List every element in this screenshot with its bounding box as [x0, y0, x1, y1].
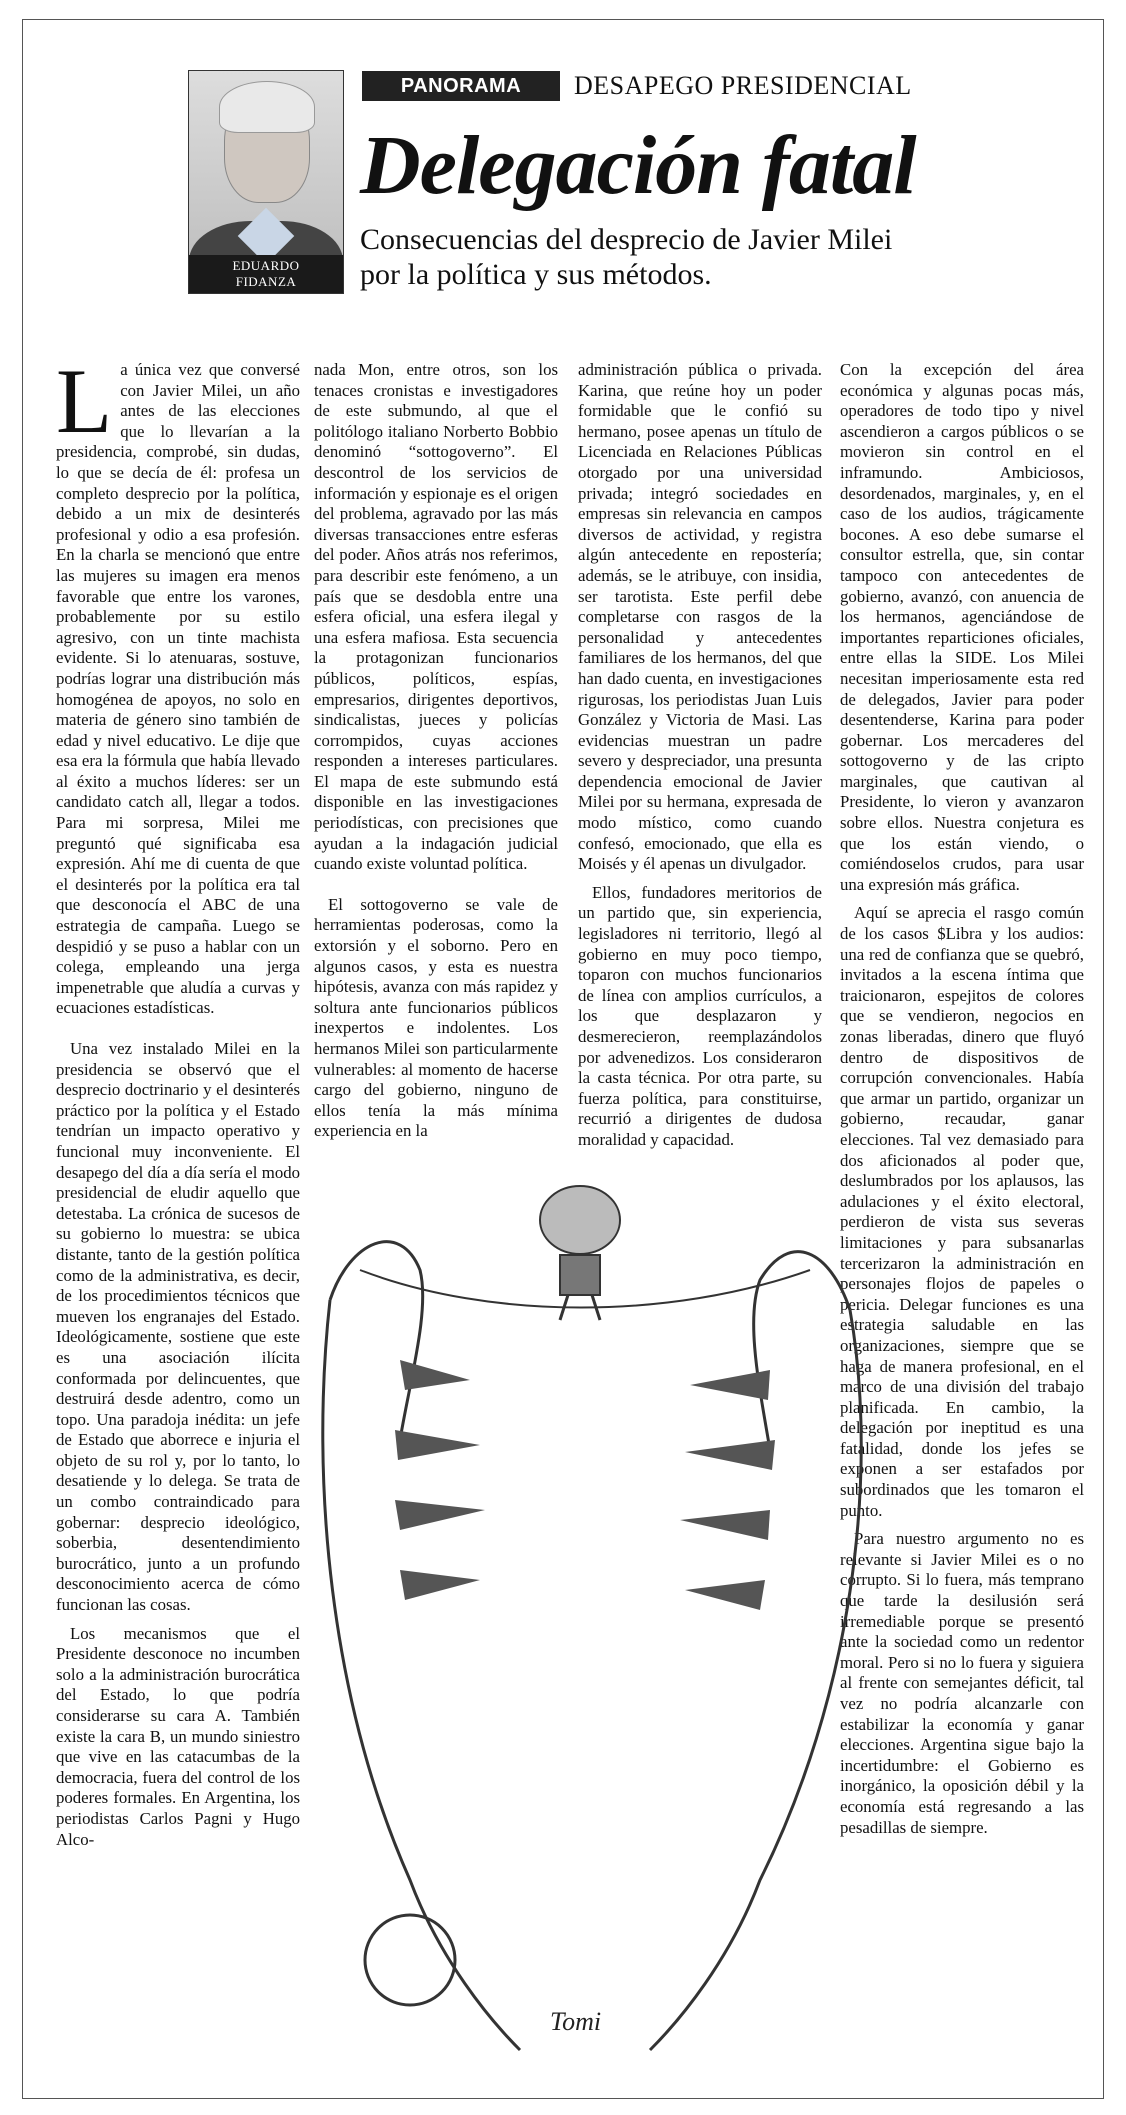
paragraph: Ellos, fundadores meritorios de un partido que, sin experiencia, legisladores ni territorio, llegó al gobierno en muy poco tiempo, toparon con muchos funcionarios de línea con amplios currículos, a los que desplazaron y desmerecieron, reemplazándolos por advenedizos. Los consideraron la casta técnica. Por otra parte, su fuerza política, para constituirse, recurrió a dirigentes de dudosa moralidad y capacidad.	[578, 882, 822, 1149]
illustration-jaw-right	[650, 1310, 861, 2050]
headline: Delegación fatal	[360, 119, 916, 212]
article-column-1	[56, 350, 300, 1850]
illustration-teeth	[395, 1360, 775, 1610]
paragraph: Con la excepción del área económica y algunas pocas más, operadores de todo tipo y nivel ascendieron a cargos públicos o se movieron sin control en el inframundo. Ambiciosos, desordenados, marginales, y, en el caso de los audios, trágicamente bocones. A eso debe sumarse el consultor estrella, que, sin contar tampoco con antecedentes de gobierno, avanzó, con anuencia de los hermanos, agenciándose de importantes reparticiones oficiales, entre ellas la SIDE. Los Milei necesitan imperiosamente esta red de delegados, Javier para poder desentenderse, Karina para poder gobernar. Los mercaderes del sottogoverno y de las cripto marginales, que cautivan al Presidente, lo vieron y avanzaron sobre ellos. Nuestra conjetura es que los están viendo, o comiéndoselos crudos, para usar una expresión más gráfica.	[840, 360, 1084, 894]
illustration-snout-right	[754, 1252, 850, 1450]
paragraph: Los mecanismos que el Presidente desconoce no incumben solo a la administración burocrática del Estado, lo que podría considerarse su cara A. También existe la cara B, un mundo siniestro que vive en las catacumbas de la democracia, fuera del control de los poderes formales. En Argentina, los periodistas Carlos Pagni y Hugo Alco-	[56, 1623, 300, 1849]
drop-cap: L	[56, 350, 113, 452]
illustration-figure	[540, 1186, 620, 1320]
author-first-name: EDUARDO	[232, 258, 300, 273]
illustration-snout-left	[330, 1242, 423, 1440]
paragraph: nada Mon, entre otros, son los tenaces cronistas e investigadores de este submundo, al que el politólogo italiano Norberto Bobbio denominó “sottogoverno”. El descontrol de los servicios de información y espionaje es el origen del problema, agravado por las más diversas transacciones entre esferas del poder. Años atrás nos referimos, para describir este fenómeno, a un país que se desdobla entre una esfera oficial, una esfera ilegal y una esfera mafiosa. Esta secuencia la protagonizan funcionarios públicos, políticos, espías, empresarios, dirigentes deportivos, sindicalistas, jueces y policías corrompidos, cuyas acciones responden a intereses particulares. El mapa de este submundo está disponible en las investigaciones periodísticas, con precisiones que ayudan a la indagación judicial cuando existe voluntad política.	[314, 360, 558, 874]
paragraph-text: a única vez que conversé con Javier Milei, un año antes de las elecciones que lo llevarían a la presidencia, comprobé, sin dudas, lo que se decía de él: profesa un completo desprecio por la política, debido a un mix de desinterés profesional y odio a esa profesión. En la charla se mencionó que entre las mujeres su imagen era menos favorable que entre los varones, probablemente por su estilo agresivo, con un tinte machista evidente. Si lo atenuaras, sostuve, podrías lograr una distribución más homogénea de apoyos, no solo en materia de género sino también de edad y nivel educativo. Le dije que esa era la fórmula que había llevado al éxito a muchos líderes: ser un candidato catch all, llegar a todos. Para mi sorpresa, Milei me preguntó qué significaba esa expresión. Ahí me di cuenta de que el desinterés por la política era tal que desconocía el ABC de una estrategia de campaña. Luego se despidió y se puso a hablar con un colega, empleando una jerga impenetrable que aludía a curvas y ecuaciones estadísticas.	[56, 360, 300, 1018]
deck: Consecuencias del desprecio de Javier Milei por la política y sus métodos.	[360, 223, 893, 291]
article-column-2	[314, 360, 558, 1142]
author-caption	[189, 255, 343, 293]
paragraph: administración pública o privada. Karina, que reúne hoy un poder formidable que le confió su hermano, posee apenas un título de Licenciada en Relaciones Públicas otorgado por una universidad privada; integró sociedades en empresas sin relevancia en campos diversos de actividad, y registra algún antecedente en repostería; además, se le atribuye, con insidia, ser tarotista. Este perfil debe completarse con rasgos de la personalidad y antecedentes familiares de los hermanos, del que han dado cuenta, en investigaciones rigurosas, los periodistas Juan Luis González y Victoria de Masi. Las evidencias muestran un padre severo y despreciador, una presunta dependencia emocional de Javier Milei por su hermana, expresada de modo místico, como cuando confesó, emocionado, que ella es Moisés y él apenas un divulgador.	[578, 360, 822, 874]
paragraph: Una vez instalado Milei en la presidencia se observó que el desprecio doctrinario y el desinterés práctico por la política y el Estado tendrían un impacto operativo y funcional muy inconveniente. El desapego del día a día sería el modo presidencial de eludir aquello que detestaba. La crónica de sucesos de su gobierno lo muestra: se ubica distante, tanto de la gestión política como de la administrativa, es decir, de los procedimientos técnicos que mueven los engranajes del Estado. Ideológicamente, sostiene que este es una asociación ilícita conformada por delincuentes, que destruirá desde adentro, como un topo. Una paradoja inédita: un jefe de Estado que aborrece e injuria el objeto de su rol y, por lo tanto, lo desatiende y lo delega. Se trata de un combo contraindicado para gobernar: desprecio ideológico, soberbia, desentendimiento burocrático, junto a un profundo desconocimiento acerca de cómo funcionan las cosas.	[56, 1039, 300, 1615]
paragraph: El sottogoverno se vale de herramientas poderosas, como la extorsión y el soborno. Pero en algunos casos, y esta es nuestra hipótesis, avanza con más rapidez y soltura ante funcionarios públicos inexpertos e indolentes. Los hermanos Milei son particularmente vulnerables: al momento de hacerse cargo del gobierno, ninguno de ellos tenía la más mínima experiencia en la	[314, 894, 558, 1141]
illustration-signature: Tomi	[550, 2007, 602, 2036]
author-photo	[188, 70, 344, 294]
kicker: DESAPEGO PRESIDENCIAL	[574, 71, 912, 100]
paragraph	[56, 350, 300, 1019]
paragraph: Para nuestro argumento no es relevante si Javier Milei es o no corrupto. Si lo fuera, más temprano que tarde la desilusión será irremediable porque se presentó ante la sociedad como un redentor moral. Pero si no lo fuera y siguiera al frente con semejantes déficit, tal vez no podría alcanzarle con estabilizar la economía y ganar elecciones. Argentina sigue bajo la incertidumbre: el Gobierno es inorgánico, la oposición débil y la economía está regresando a las pesadillas de siempre.	[840, 1529, 1084, 1837]
illustration-jaw-left	[323, 1300, 520, 2050]
caricature-illustration	[290, 1180, 880, 2060]
paragraph: Aquí se aprecia el rasgo común de los casos $Libra y los audios: una red de confianza que se quebró, invitados a la escena íntima que traicionaron, espejitos de colores que se vendieron, negocios en zonas liberadas, dinero que fluyó dentro de dispositivos de corrupción convencionales. Había que armar un partido, organizar un gobierno, recaudar, ganar elecciones. Tal vez demasiado para dos aficionados al poder que, deslumbrados por los aplausos, las adulaciones y el éxito electoral, perdieron de vista sus severas limitaciones y para subsanarlas tercerizaron la administración en personajes flojos de papeles o pericia. Delegar funciones es una estrategia saludable en las organizaciones, siempre que se haga de manera profesional, en el marco de una división del trabajo planificada. En cambio, la delegación por ineptitud es una fatalidad, donde los jefes se exponen a ser estafados por subordinados que les tomaron el punto.	[840, 903, 1084, 1520]
illustration-eye	[365, 1915, 455, 2005]
article-column-3	[578, 360, 822, 1151]
section-label: PANORAMA	[362, 71, 560, 101]
author-last-name: FIDANZA	[235, 274, 297, 289]
photo-hair-shape	[219, 81, 315, 133]
